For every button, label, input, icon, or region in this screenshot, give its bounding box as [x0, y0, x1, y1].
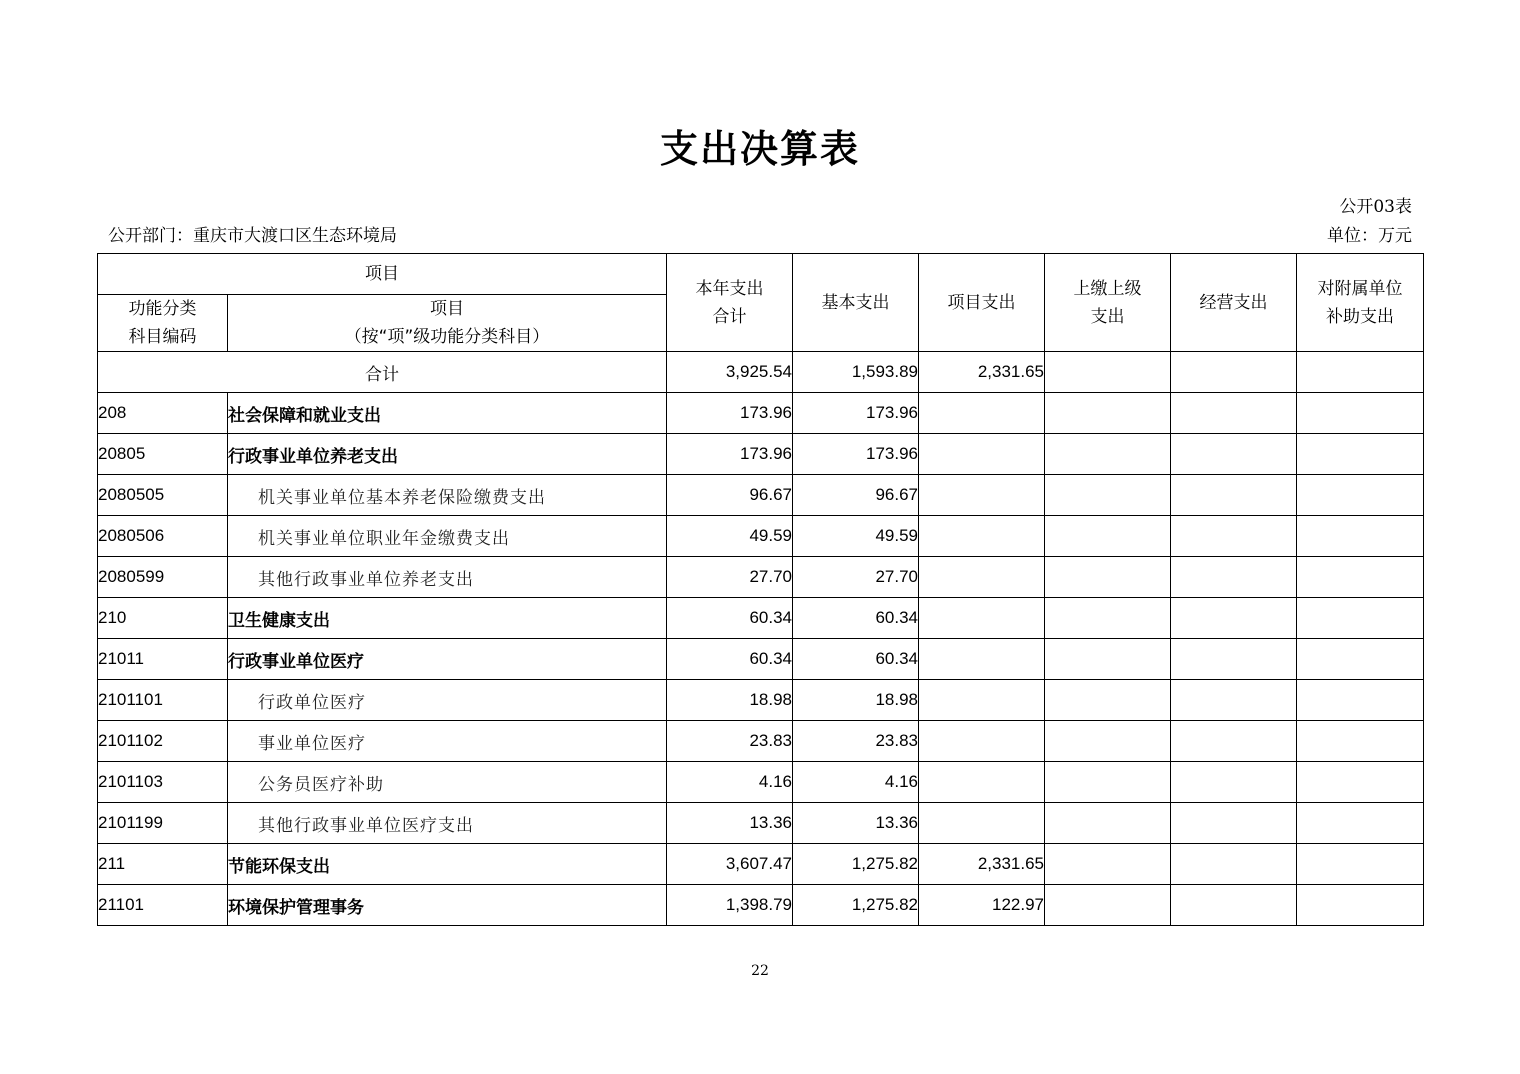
row-name: 公务员医疗补助 — [228, 762, 667, 803]
row-upper — [1045, 885, 1171, 926]
row-subsidy — [1297, 639, 1424, 680]
table-row — [98, 475, 1424, 516]
row-business — [1171, 762, 1297, 803]
row-total: 173.96 — [667, 393, 793, 434]
row-basic: 27.70 — [793, 557, 919, 598]
total-row-label: 合计 — [98, 352, 667, 393]
header-upper: 上缴上级 支出 — [1045, 254, 1171, 352]
row-name: 行政单位医疗 — [228, 680, 667, 721]
row-upper — [1045, 557, 1171, 598]
header-code: 功能分类 科目编码 — [98, 295, 228, 352]
row-total: 18.98 — [667, 680, 793, 721]
row-business — [1171, 598, 1297, 639]
total-row — [98, 352, 1424, 393]
row-total: 27.70 — [667, 557, 793, 598]
row-basic: 13.36 — [793, 803, 919, 844]
row-project: 2,331.65 — [919, 844, 1045, 885]
row-subsidy — [1297, 885, 1424, 926]
unit-label: 单位：万元 — [1327, 226, 1412, 246]
row-code: 2080505 — [98, 475, 228, 516]
row-basic: 1,275.82 — [793, 885, 919, 926]
row-project — [919, 639, 1045, 680]
row-basic: 96.67 — [793, 475, 919, 516]
row-subsidy — [1297, 844, 1424, 885]
row-upper — [1045, 639, 1171, 680]
row-total: 60.34 — [667, 639, 793, 680]
row-name: 社会保障和就业支出 — [228, 393, 667, 434]
row-business — [1171, 639, 1297, 680]
table-row — [98, 762, 1424, 803]
row-upper — [1045, 516, 1171, 557]
row-code: 2101199 — [98, 803, 228, 844]
row-name: 行政事业单位医疗 — [228, 639, 667, 680]
row-name: 其他行政事业单位医疗支出 — [228, 803, 667, 844]
table-row — [98, 557, 1424, 598]
table-row — [98, 680, 1424, 721]
header-total: 本年支出 合计 — [667, 254, 793, 352]
row-total: 49.59 — [667, 516, 793, 557]
row-basic: 173.96 — [793, 393, 919, 434]
row-project — [919, 475, 1045, 516]
table-row — [98, 844, 1424, 885]
table-row — [98, 803, 1424, 844]
row-code: 20805 — [98, 434, 228, 475]
header-basic: 基本支出 — [793, 254, 919, 352]
row-name: 事业单位医疗 — [228, 721, 667, 762]
row-basic: 23.83 — [793, 721, 919, 762]
row-upper — [1045, 844, 1171, 885]
row-project — [919, 762, 1045, 803]
row-project — [919, 680, 1045, 721]
row-basic: 60.34 — [793, 639, 919, 680]
row-code: 2101101 — [98, 680, 228, 721]
row-basic: 18.98 — [793, 680, 919, 721]
row-code: 21011 — [98, 639, 228, 680]
row-subsidy — [1297, 803, 1424, 844]
row-business — [1171, 475, 1297, 516]
total-row-subsidy — [1297, 352, 1424, 393]
row-subsidy — [1297, 516, 1424, 557]
row-business — [1171, 885, 1297, 926]
row-code: 2080599 — [98, 557, 228, 598]
row-project — [919, 557, 1045, 598]
row-total: 96.67 — [667, 475, 793, 516]
department-label: 公开部门：重庆市大渡口区生态环境局 — [108, 226, 397, 246]
row-business — [1171, 516, 1297, 557]
row-subsidy — [1297, 598, 1424, 639]
row-subsidy — [1297, 434, 1424, 475]
row-business — [1171, 844, 1297, 885]
row-upper — [1045, 803, 1171, 844]
row-name: 机关事业单位职业年金缴费支出 — [228, 516, 667, 557]
row-project — [919, 516, 1045, 557]
row-project — [919, 721, 1045, 762]
page-number: 22 — [751, 963, 769, 979]
row-basic: 173.96 — [793, 434, 919, 475]
table-row — [98, 639, 1424, 680]
row-total: 3,607.47 — [667, 844, 793, 885]
table-row — [98, 721, 1424, 762]
row-total: 13.36 — [667, 803, 793, 844]
row-total: 23.83 — [667, 721, 793, 762]
row-code: 2101102 — [98, 721, 228, 762]
total-row-project: 2,331.65 — [919, 352, 1045, 393]
row-subsidy — [1297, 721, 1424, 762]
row-name: 行政事业单位养老支出 — [228, 434, 667, 475]
row-name: 机关事业单位基本养老保险缴费支出 — [228, 475, 667, 516]
row-basic: 49.59 — [793, 516, 919, 557]
row-name: 卫生健康支出 — [228, 598, 667, 639]
row-name: 节能环保支出 — [228, 844, 667, 885]
row-code: 2101103 — [98, 762, 228, 803]
row-basic: 60.34 — [793, 598, 919, 639]
row-total: 60.34 — [667, 598, 793, 639]
row-project — [919, 598, 1045, 639]
row-business — [1171, 557, 1297, 598]
header-subsidy: 对附属单位 补助支出 — [1297, 254, 1424, 352]
row-name: 其他行政事业单位养老支出 — [228, 557, 667, 598]
table-row — [98, 598, 1424, 639]
row-code: 208 — [98, 393, 228, 434]
row-code: 210 — [98, 598, 228, 639]
row-total: 4.16 — [667, 762, 793, 803]
row-basic: 4.16 — [793, 762, 919, 803]
row-upper — [1045, 762, 1171, 803]
row-project: 122.97 — [919, 885, 1045, 926]
row-upper — [1045, 475, 1171, 516]
row-business — [1171, 721, 1297, 762]
header-project: 项目支出 — [919, 254, 1045, 352]
row-upper — [1045, 598, 1171, 639]
table-row — [98, 516, 1424, 557]
table-row — [98, 885, 1424, 926]
row-subsidy — [1297, 680, 1424, 721]
row-upper — [1045, 434, 1171, 475]
row-upper — [1045, 721, 1171, 762]
total-row-total: 3,925.54 — [667, 352, 793, 393]
row-total: 173.96 — [667, 434, 793, 475]
header-business: 经营支出 — [1171, 254, 1297, 352]
row-subsidy — [1297, 393, 1424, 434]
row-code: 21101 — [98, 885, 228, 926]
form-number: 公开03表 — [1339, 197, 1412, 217]
table-row — [98, 434, 1424, 475]
row-code: 2080506 — [98, 516, 228, 557]
row-code: 211 — [98, 844, 228, 885]
row-project — [919, 803, 1045, 844]
total-row-basic: 1,593.89 — [793, 352, 919, 393]
total-row-business — [1171, 352, 1297, 393]
row-project — [919, 393, 1045, 434]
table-row — [98, 393, 1424, 434]
header-name: 项目 （按“项”级功能分类科目） — [228, 295, 667, 352]
row-business — [1171, 803, 1297, 844]
row-total: 1,398.79 — [667, 885, 793, 926]
page-title: 支出决算表 — [659, 127, 860, 171]
row-subsidy — [1297, 557, 1424, 598]
row-business — [1171, 680, 1297, 721]
total-row-upper — [1045, 352, 1171, 393]
row-upper — [1045, 680, 1171, 721]
row-subsidy — [1297, 475, 1424, 516]
row-business — [1171, 393, 1297, 434]
row-business — [1171, 434, 1297, 475]
expenditure-table — [97, 253, 1424, 926]
row-subsidy — [1297, 762, 1424, 803]
row-upper — [1045, 393, 1171, 434]
row-name: 环境保护管理事务 — [228, 885, 667, 926]
row-basic: 1,275.82 — [793, 844, 919, 885]
row-project — [919, 434, 1045, 475]
header-project-group: 项目 — [98, 254, 667, 295]
